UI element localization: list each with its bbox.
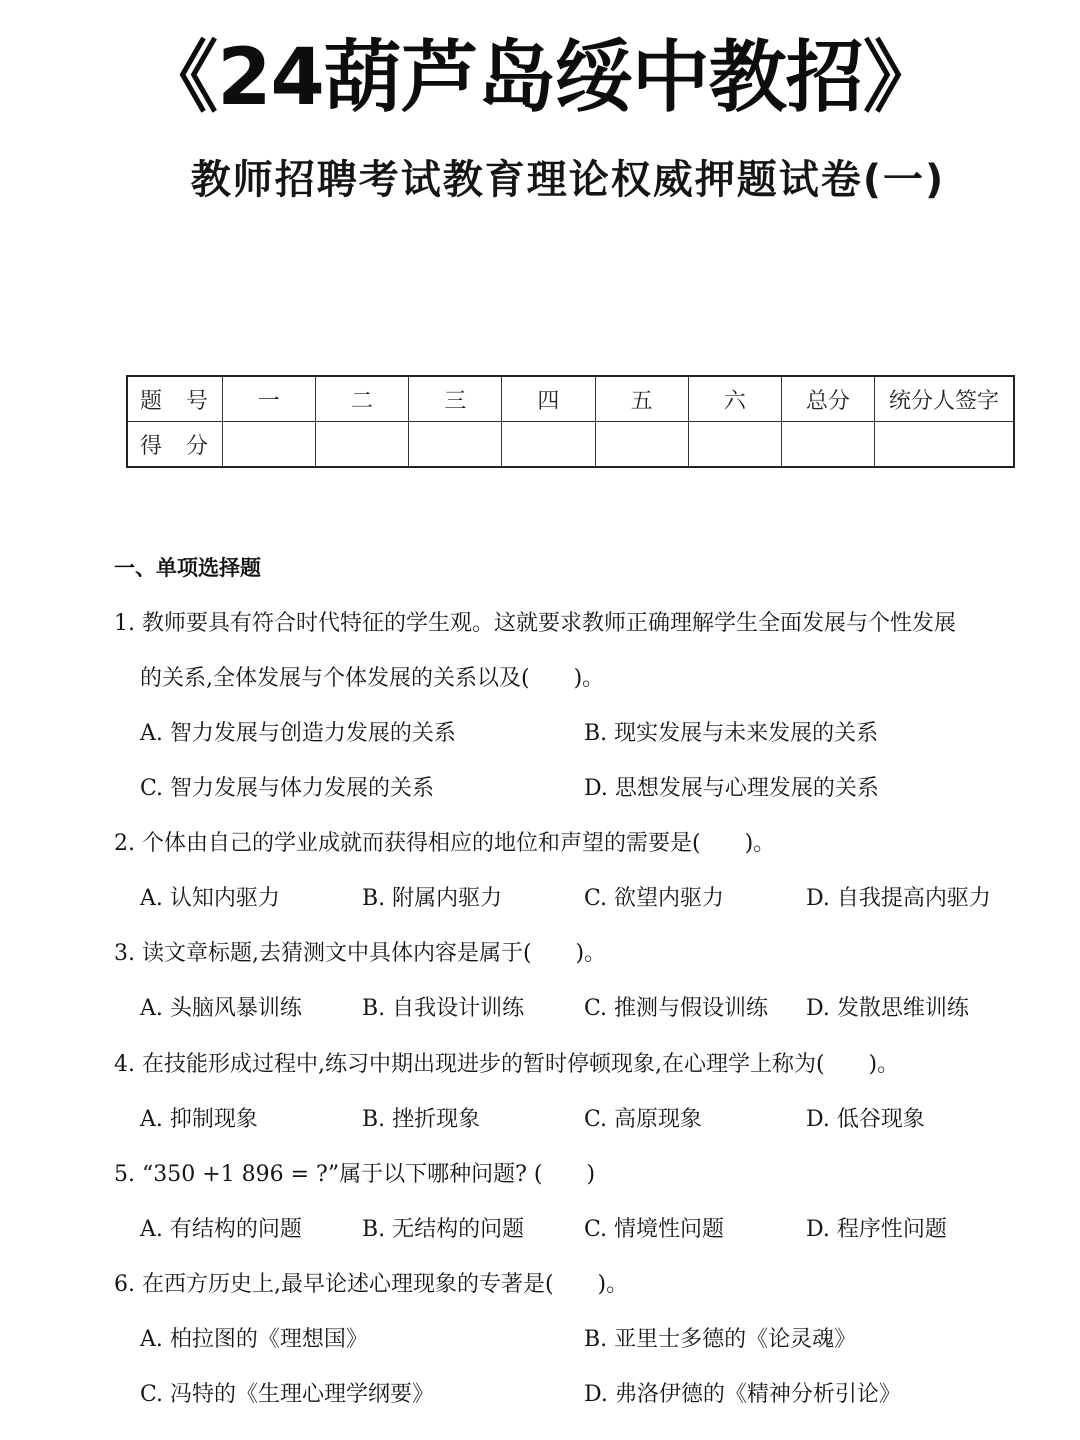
score-input-cell[interactable] xyxy=(502,422,595,468)
score-table-cell: 三 xyxy=(409,376,502,422)
question-3-option-d[interactable]: D. 发散思维训练 xyxy=(806,996,969,1021)
score-table-cell: 统分人签字 xyxy=(875,376,1014,422)
score-table-cell: 六 xyxy=(688,376,781,422)
question-1-option-d[interactable]: D. 思想发展与心理发展的关系 xyxy=(584,776,879,801)
question-1-option-a[interactable]: A. 智力发展与创造力发展的关系 xyxy=(140,721,456,746)
section-heading: 一、单项选择题 xyxy=(114,556,261,580)
score-row-label: 得 分 xyxy=(127,422,222,468)
question-5-option-b[interactable]: B. 无结构的问题 xyxy=(362,1217,525,1242)
question-2-option-a[interactable]: A. 认知内驱力 xyxy=(140,886,280,911)
question-1-stem-cont: 的关系,全体发展与个体发展的关系以及( )。 xyxy=(140,666,605,691)
question-2-option-d[interactable]: D. 自我提高内驱力 xyxy=(806,886,991,911)
score-input-cell[interactable] xyxy=(315,422,408,468)
question-5-option-a[interactable]: A. 有结构的问题 xyxy=(140,1217,302,1242)
score-table-header-row xyxy=(127,376,1014,422)
question-4-option-d[interactable]: D. 低谷现象 xyxy=(806,1107,925,1132)
score-input-cell[interactable] xyxy=(222,422,315,468)
signature-cell[interactable] xyxy=(875,422,1014,468)
score-table-cell: 题 号 xyxy=(127,376,222,422)
question-3-option-b[interactable]: B. 自我设计训练 xyxy=(362,996,525,1021)
question-6-option-b[interactable]: B. 亚里士多德的《论灵魂》 xyxy=(584,1327,857,1352)
question-2-stem: 2. 个体由自己的学业成就而获得相应的地位和声望的需要是( )。 xyxy=(114,831,776,856)
score-table-cell: 二 xyxy=(315,376,408,422)
question-6-option-c[interactable]: C. 冯特的《生理心理学纲要》 xyxy=(140,1382,435,1407)
score-input-cell[interactable] xyxy=(595,422,688,468)
question-4-option-a[interactable]: A. 抑制现象 xyxy=(140,1107,258,1132)
question-4-stem: 4. 在技能形成过程中,练习中期出现进步的暂时停顿现象,在心理学上称为( )。 xyxy=(114,1052,900,1077)
score-table-cell: 四 xyxy=(502,376,595,422)
question-4-option-b[interactable]: B. 挫折现象 xyxy=(362,1107,481,1132)
score-table xyxy=(126,375,1015,468)
question-6-option-d[interactable]: D. 弗洛伊德的《精神分析引论》 xyxy=(584,1382,901,1407)
score-input-cell[interactable] xyxy=(409,422,502,468)
page-subtitle: 教师招聘考试教育理论权威押题试卷(一) xyxy=(190,157,946,203)
question-1-option-b[interactable]: B. 现实发展与未来发展的关系 xyxy=(584,721,879,746)
score-input-cell[interactable] xyxy=(688,422,781,468)
score-table-cell: 一 xyxy=(222,376,315,422)
score-table-cell: 五 xyxy=(595,376,688,422)
question-5-stem: 5. “350 +1 896 = ?”属于以下哪种问题? ( ) xyxy=(114,1162,596,1187)
question-1-stem: 1. 教师要具有符合时代特征的学生观。这就要求教师正确理解学生全面发展与个性发展 xyxy=(114,611,956,636)
question-3-stem: 3. 读文章标题,去猜测文中具体内容是属于( )。 xyxy=(114,941,607,966)
question-4-option-c[interactable]: C. 高原现象 xyxy=(584,1107,703,1132)
question-5-option-c[interactable]: C. 情境性问题 xyxy=(584,1217,725,1242)
question-3-option-c[interactable]: C. 推测与假设训练 xyxy=(584,996,769,1021)
question-6-option-a[interactable]: A. 柏拉图的《理想国》 xyxy=(140,1327,368,1352)
score-table-score-row xyxy=(127,422,1014,468)
question-3-option-a[interactable]: A. 头脑风暴训练 xyxy=(140,996,302,1021)
question-6-stem: 6. 在西方历史上,最早论述心理现象的专著是( )。 xyxy=(114,1272,629,1297)
score-input-cell[interactable] xyxy=(781,422,874,468)
question-2-option-c[interactable]: C. 欲望内驱力 xyxy=(584,886,725,911)
question-1-option-c[interactable]: C. 智力发展与体力发展的关系 xyxy=(140,776,435,801)
score-table-cell: 总分 xyxy=(781,376,874,422)
question-5-option-d[interactable]: D. 程序性问题 xyxy=(806,1217,947,1242)
question-2-option-b[interactable]: B. 附属内驱力 xyxy=(362,886,503,911)
page-title: 《24葫芦岛绥中教招》 xyxy=(140,33,940,123)
